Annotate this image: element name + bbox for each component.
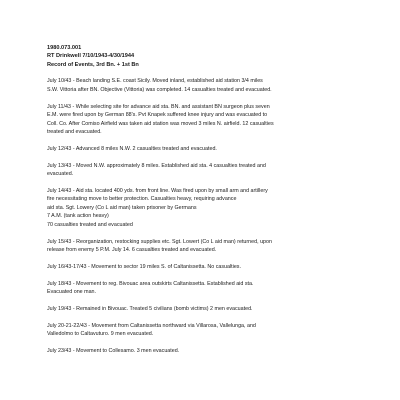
record-entry	[47, 305, 373, 314]
entry-line: evacuated.	[47, 171, 74, 178]
entry-line: July 16/43-17/43 - Movement to sector 19 miles S. of Caltanissetta. No casualties.	[47, 264, 241, 270]
record-entry	[47, 103, 373, 137]
document-subtitle: Record of Events, 3rd Bn. + 1st Bn	[47, 61, 139, 68]
entry-line: treated and evacuated.	[47, 129, 102, 136]
record-entry	[47, 263, 373, 272]
record-entry	[47, 162, 373, 179]
entry-line: July 18/43 - Movement to reg. Bivouac area outskirts Caltanissetta. Established aid sta.	[47, 280, 254, 287]
accession-number: 1980.073.001	[47, 45, 82, 51]
record-entry	[47, 77, 373, 94]
document-page	[47, 44, 373, 364]
entry-line: July 15/43 - Reorganization, restocking supplies etc. Sgt. Lowert (Co L aid man) returned, upon	[47, 238, 272, 245]
document-title: RT Drinkwell 7/10/1943-4/30/1944	[47, 53, 135, 60]
record-entry	[47, 280, 373, 297]
entry-line: July 20-21-22/43 - Movement from Caltanissetta northward via Villarosa, Vallelunga, and	[47, 322, 256, 329]
entry-line: Evacuated one man.	[47, 289, 97, 296]
entry-line: 70 casualties treated and evacuated	[47, 221, 133, 228]
entry-line: July 13/43 - Moved N.W. approximately 8 miles. Established aid sta. 4 casualties treated and	[47, 162, 266, 169]
record-entry	[47, 238, 373, 255]
entry-line: S.W. Vittoria after BN. Objective (Vittoria) was completed. 14 casualties treated and evacuated.	[47, 86, 272, 93]
entry-line: July 19/43 - Remained in Bivouac. Treated 5 civilians (bomb victims) 2 men evacuated.	[47, 306, 253, 313]
record-entry	[47, 347, 373, 356]
entry-line: 7 A.M. (tank action heavy)	[47, 213, 109, 220]
entry-line: July 11/43 - While selecting site for advance aid sta. BN. and assistant BN surgeon plus seven	[47, 103, 270, 110]
entry-line: July 12/43 - Advanced 8 miles N.W. 2 casualties treated and evacuated.	[47, 145, 217, 152]
entry-line: release from enemy 5 P.M. July 14. 6 casualties treated and evacuated.	[47, 247, 217, 254]
entry-line: July 14/43 - Aid sta. located 400 yds. from front line. Was fired upon by small arm and artillery	[47, 187, 268, 194]
entry-line: July 23/43 - Movement to Collesamo. 3 men evacuated.	[47, 348, 180, 355]
entry-line: Valledolmo to Caltavuturo. 9 men evacuated.	[47, 331, 154, 338]
entry-line: Coll. Co. After Comiso Airfield was taken aid station was moved 3 miles N. airfield. 12 casualties	[47, 120, 274, 127]
record-entries	[47, 77, 373, 355]
entry-line: fire necessitating move to better protection. Casualties heavy, requiring advance	[47, 196, 237, 203]
entry-line: July 10/43 - Beach landing S.E. coast Sicily. Moved inland, established aid station 3/4 miles	[47, 78, 263, 85]
record-entry	[47, 322, 373, 339]
entry-line: aid sta. Sgt. Lowery (Co L aid man) taken prisoner by Germans	[47, 204, 197, 211]
document-header	[47, 44, 373, 69]
record-entry	[47, 187, 373, 230]
record-entry	[47, 145, 373, 154]
entry-line: E.M. were fired upon by German 88's. Pvt Knapek suffered knee injury and was evacuated to	[47, 112, 268, 119]
